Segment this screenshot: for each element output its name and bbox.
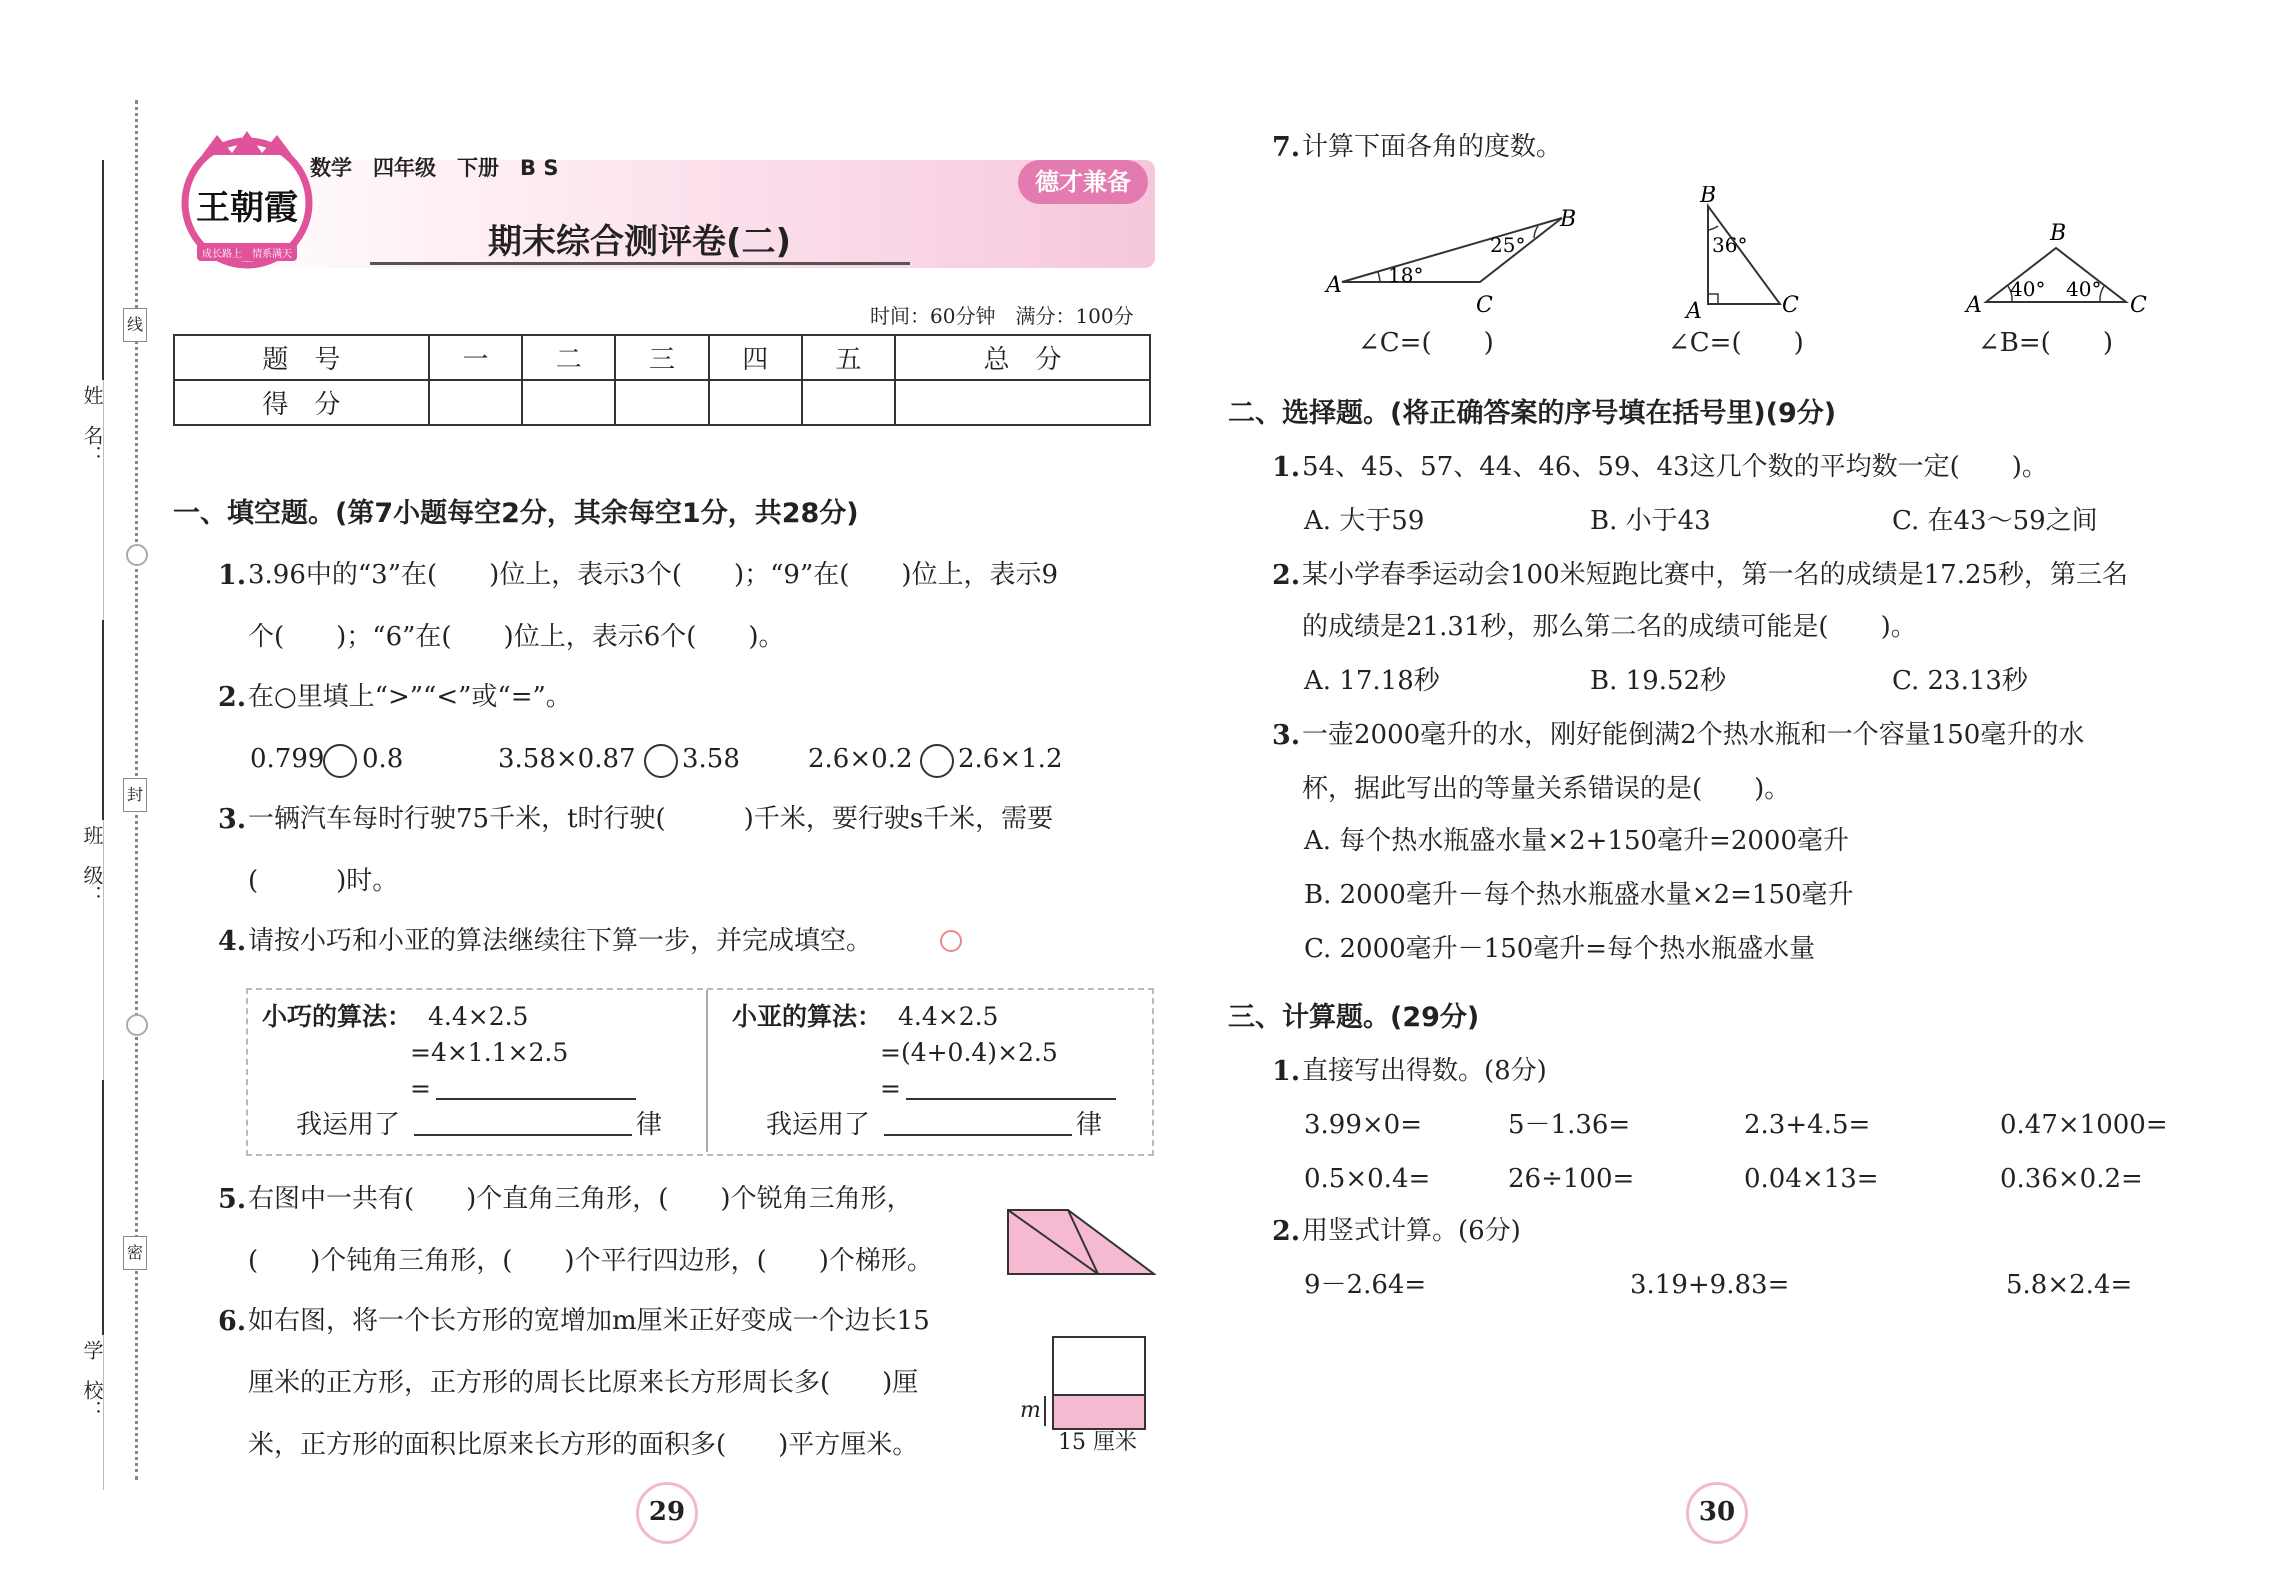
calc-item: 0.36×0.2= <box>2000 1164 2143 1194</box>
page-title: 期末综合测评卷(二) <box>488 222 792 262</box>
calc-item: 0.5×0.4= <box>1304 1164 1431 1194</box>
q2-expr-a2: 3.58×0.87 <box>498 744 636 774</box>
vertex-label: B <box>2050 221 2067 246</box>
brand-name: 王朝霞 <box>196 188 298 228</box>
score-cell[interactable] <box>802 380 895 425</box>
table-header-cell: 三 <box>615 335 708 380</box>
brand-slogan: 成长路上 情系满天 <box>202 249 292 260</box>
page-number-right: 30 <box>1686 1482 1748 1544</box>
question-number: 1. <box>1272 452 1301 483</box>
question-number: 2. <box>1272 560 1301 591</box>
table-row-label: 得 分 <box>174 380 429 425</box>
tri1-question: ∠C=( ) <box>1358 328 1494 358</box>
angle-label: 36° <box>1712 233 1748 257</box>
vertex-label: C <box>1782 293 1799 318</box>
table-header-cell: 一 <box>429 335 522 380</box>
q2-expr-a3: 2.6×0.2 <box>808 744 913 774</box>
angle-label: 40° <box>2010 277 2046 301</box>
q5-line1: 右图中一共有( )个直角三角形，( )个锐角三角形， <box>248 1184 913 1214</box>
question-number: 4. <box>218 926 247 957</box>
question-number: 1. <box>1272 1056 1301 1087</box>
q7-line1: 计算下面各角的度数。 <box>1302 132 1563 162</box>
q6-line2: 厘米的正方形，正方形的周长比原来长方形周长多( )厘 <box>248 1368 919 1398</box>
c3-line1: 一壶2000毫升的水，刚好能倒满2个热水瓶和一个容量150毫升的水 <box>1302 720 2085 750</box>
c1-text: 54、45、57、44、46、59、43这几个数的平均数一定( )。 <box>1302 452 2048 482</box>
book-subtitle: 数学 四年级 下册 B S <box>310 156 559 180</box>
c2-line2: 的成绩是21.31秒，那么第二名的成绩可能是( )。 <box>1302 612 1917 642</box>
q3-line2: ( )时。 <box>248 866 399 896</box>
calc-item: 3.99×0= <box>1304 1110 1423 1140</box>
c2-option-c: C. 23.13秒 <box>1892 666 2028 696</box>
header-underline <box>370 262 910 265</box>
brand-logo-icon <box>172 125 322 275</box>
name-field[interactable] <box>102 160 108 380</box>
q2-expr-a1: 0.799 <box>250 744 325 774</box>
table-header-cell: 四 <box>709 335 802 380</box>
xiaoya-step3: = <box>880 1074 901 1103</box>
q2-expr-b1: 0.8 <box>362 744 404 774</box>
score-cell[interactable] <box>429 380 522 425</box>
angle-label: 18° <box>1388 263 1424 287</box>
compare-circle[interactable] <box>323 744 357 778</box>
xiaoqiao-use-text: 我运用了 <box>296 1110 401 1140</box>
class-field[interactable] <box>102 620 108 820</box>
q6-line3: 米，正方形的面积比原来长方形的面积多( )平方厘米。 <box>248 1430 919 1460</box>
calc-item: 2.3+4.5= <box>1744 1110 1871 1140</box>
question-number: 3. <box>1272 720 1301 751</box>
exam-meta: 时间：60分钟 满分：100分 <box>870 304 1134 328</box>
school-label: 学 校： <box>80 1340 104 1420</box>
question-number: 2. <box>218 682 247 713</box>
angle-label: 40° <box>2066 277 2102 301</box>
q3-line1: 一辆汽车每时行驶75千米，t时行驶( )千米，要行驶s千米，需要 <box>248 804 1054 834</box>
punch-hole-icon <box>126 544 148 566</box>
question-number: 1. <box>218 560 247 591</box>
vertex-label: B <box>1700 186 1717 208</box>
d2-text: 用竖式计算。(6分) <box>1302 1216 1521 1246</box>
vertex-label: A <box>1686 299 1702 324</box>
score-table <box>173 334 1151 426</box>
name-label: 姓 名： <box>80 385 104 465</box>
table-header-cell: 五 <box>802 335 895 380</box>
q2-expr-b3: 2.6×1.2 <box>958 744 1063 774</box>
score-cell[interactable] <box>895 380 1150 425</box>
section-3-heading: 三、计算题。(29分) <box>1228 1002 1480 1033</box>
xiaoqiao-step2: =4×1.1×2.5 <box>410 1038 569 1067</box>
m-arrow-icon <box>1044 1396 1046 1426</box>
tri2-question: ∠C=( ) <box>1668 328 1804 358</box>
xiaoya-use-text: 我运用了 <box>766 1110 871 1140</box>
xiaoya-law-text: 律 <box>1076 1110 1103 1140</box>
vertex-label: C <box>2130 293 2147 318</box>
calc-item: 3.19+9.83= <box>1630 1270 1790 1300</box>
section-1-heading: 一、填空题。(第7小题每空2分，其余每空1分，共28分) <box>173 498 859 529</box>
question-number: 3. <box>218 804 247 835</box>
q6-line1: 如右图，将一个长方形的宽增加m厘米正好变成一个边长15 <box>248 1306 930 1336</box>
seal-feng: 封 <box>123 778 147 812</box>
xiaoqiao-law-blank[interactable] <box>414 1134 632 1136</box>
triangle-figure-2 <box>1680 186 1820 326</box>
table-header-cell: 题 号 <box>174 335 429 380</box>
table-row <box>174 380 1150 425</box>
xiaoya-label: 小亚的算法： <box>732 1002 883 1031</box>
c2-line1: 某小学春季运动会100米短跑比赛中，第一名的成绩是17.25秒，第三名 <box>1302 560 2129 590</box>
c3-option-a: A. 每个热水瓶盛水量×2+150毫升=2000毫升 <box>1304 826 1849 856</box>
q2-line1: 在○里填上“>”“<”或“=”。 <box>248 682 572 712</box>
c1-option-a: A. 大于59 <box>1304 506 1425 536</box>
page-number-left: 29 <box>636 1482 698 1544</box>
c2-option-b: B. 19.52秒 <box>1590 666 1727 696</box>
calc-item: 26÷100= <box>1508 1164 1635 1194</box>
added-strip <box>1054 1394 1144 1428</box>
q1-line2: 个( )；“6”在( )位上，表示6个( )。 <box>248 622 785 652</box>
table-header-cell: 总 分 <box>895 335 1150 380</box>
compare-circle[interactable] <box>920 744 954 778</box>
xiaoqiao-label: 小巧的算法： <box>262 1002 413 1031</box>
calc-item: 5.8×2.4= <box>2006 1270 2133 1300</box>
q5-line2: ( )个钝角三角形，( )个平行四边形，( )个梯形。 <box>248 1246 933 1276</box>
score-cell[interactable] <box>709 380 802 425</box>
table-header-cell: 二 <box>522 335 615 380</box>
xiaoya-answer-blank[interactable] <box>906 1098 1116 1100</box>
xiaoya-step1: 4.4×2.5 <box>898 1002 999 1031</box>
q4-line1: 请按小巧和小亚的算法继续往下算一步，并完成填空。 <box>248 926 873 956</box>
question-number: 5. <box>218 1184 247 1215</box>
c3-option-b: B. 2000毫升－每个热水瓶盛水量×2=150毫升 <box>1304 880 1854 910</box>
calc-item: 0.04×13= <box>1744 1164 1879 1194</box>
triangle-figure-1 <box>1320 200 1580 320</box>
compare-circle[interactable] <box>644 744 678 778</box>
school-field[interactable] <box>102 1080 108 1335</box>
table-row <box>174 335 1150 380</box>
vertex-label: A <box>1966 293 1982 318</box>
calc-item: 0.47×1000= <box>2000 1110 2168 1140</box>
xiaoqiao-law-text: 律 <box>636 1110 663 1140</box>
c1-option-c: C. 在43～59之间 <box>1892 506 2098 536</box>
badge: 德才兼备 <box>1018 160 1148 204</box>
question-number: 2. <box>1272 1216 1301 1247</box>
algorithm-divider <box>706 990 708 1152</box>
hint-icon <box>940 930 962 952</box>
triangle-figure-3 <box>1960 220 2150 320</box>
tri3-question: ∠B=( ) <box>1978 328 2113 358</box>
question-number: 6. <box>218 1306 247 1337</box>
punch-hole-icon <box>126 1014 148 1036</box>
vertex-label: A <box>1326 273 1342 298</box>
calc-item: 5－1.36= <box>1508 1110 1631 1140</box>
question-number: 7. <box>1272 132 1301 163</box>
m-label: m <box>1020 1398 1041 1423</box>
d1-text: 直接写出得数。(8分) <box>1302 1056 1547 1086</box>
xiaoqiao-step3: = <box>410 1074 431 1103</box>
section-2-heading: 二、选择题。(将正确答案的序号填在括号里)(9分) <box>1228 398 1837 429</box>
xiaoqiao-answer-blank[interactable] <box>436 1098 636 1100</box>
score-cell[interactable] <box>522 380 615 425</box>
vertex-label: C <box>1476 293 1493 318</box>
q2-expr-b2: 3.58 <box>682 744 740 774</box>
c1-option-b: B. 小于43 <box>1590 506 1711 536</box>
trapezoid-figure <box>1006 1208 1156 1278</box>
c2-option-a: A. 17.18秒 <box>1304 666 1440 696</box>
vertex-label: B <box>1560 207 1577 232</box>
seal-xian: 线 <box>123 308 147 342</box>
class-label: 班 级： <box>80 825 104 905</box>
seal-mi: 密 <box>123 1236 147 1270</box>
xiaoya-law-blank[interactable] <box>884 1134 1072 1136</box>
c3-line2: 杯，据此写出的等量关系错误的是( )。 <box>1302 774 1791 804</box>
side-length-label: 15 厘米 <box>1058 1430 1137 1455</box>
xiaoya-step2: =(4+0.4)×2.5 <box>880 1038 1058 1067</box>
xiaoqiao-step1: 4.4×2.5 <box>428 1002 529 1031</box>
angle-label: 25° <box>1490 233 1526 257</box>
calc-item: 9－2.64= <box>1304 1270 1427 1300</box>
q1-line1: 3.96中的“3”在( )位上，表示3个( )；“9”在( )位上，表示9 <box>248 560 1059 590</box>
score-cell[interactable] <box>615 380 708 425</box>
c3-option-c: C. 2000毫升－150毫升=每个热水瓶盛水量 <box>1304 934 1816 964</box>
